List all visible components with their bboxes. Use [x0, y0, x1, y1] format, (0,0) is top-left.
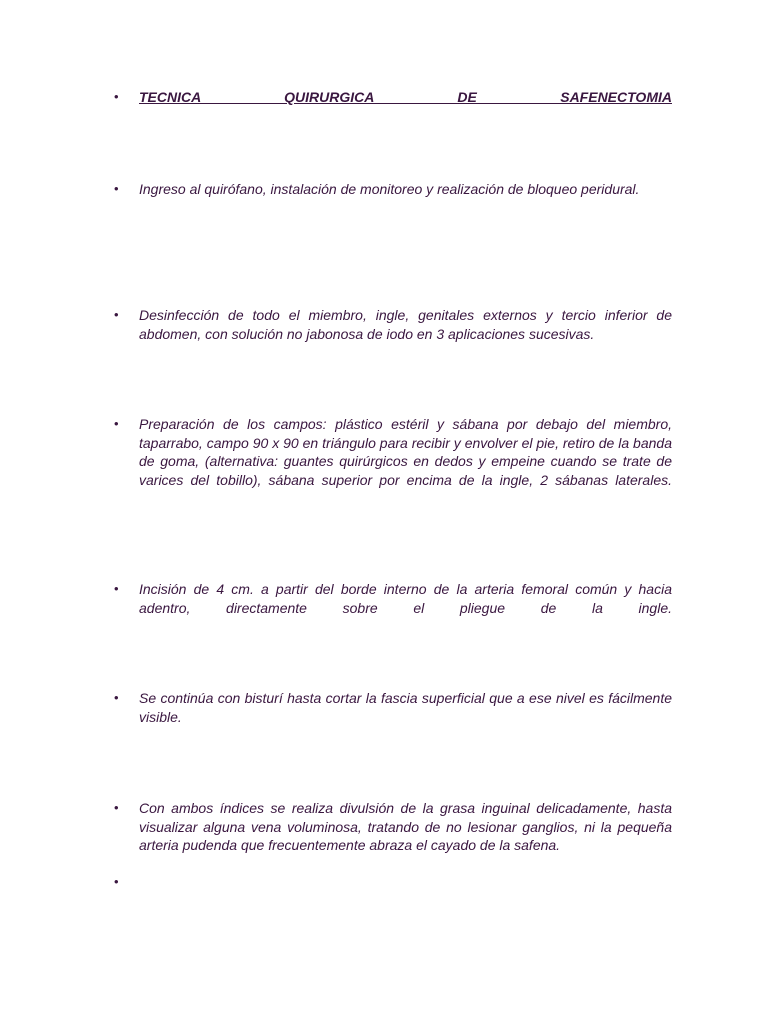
bullet-icon: •: [114, 416, 119, 431]
paragraph-divulsion: Con ambos índices se realiza divulsión de la grasa inguinal delicadamente, hasta visualizar alguna vena voluminosa, tratando de no lesionar ganglios, ni la pequeña arteria pudenda que frecuentemente abraza el cayado de la safena.: [139, 800, 672, 853]
paragraph-fascia: Se continúa con bisturí hasta cortar la fascia superficial que a ese nivel es fácilmente visible.: [139, 690, 672, 725]
paragraph-monitoreo: Ingreso al quirófano, instalación de monitoreo y realización de bloqueo peridural.: [139, 181, 640, 197]
paragraph-incision: Incisión de 4 cm. a partir del borde interno de la arteria femoral común y hacia adentro, directamente sobre el pliegue de la ingle.: [139, 581, 672, 616]
bullet-icon: •: [114, 581, 119, 596]
bullet-icon: •: [114, 800, 119, 815]
bullet-icon: •: [114, 874, 119, 889]
bullet-icon: •: [114, 181, 119, 196]
bullet-icon: •: [114, 89, 119, 104]
bullet-icon: •: [114, 690, 119, 705]
document-title: TECNICA QUIRURGICA DE SAFENECTOMIA: [139, 89, 672, 105]
bullet-icon: •: [114, 307, 119, 322]
paragraph-desinfeccion: Desinfección de todo el miembro, ingle, genitales externos y tercio inferior de abdomen, con solución no jabonosa de iodo en 3 aplicaciones sucesivas.: [139, 307, 672, 342]
paragraph-campos: Preparación de los campos: plástico estéril y sábana por debajo del miembro, taparrabo, campo 90 x 90 en triángulo para recibir y envolver el pie, retiro de la banda de goma, (alternativa: guantes quirúrgicos en dedos y empeine cuando se trate de varices del tobillo), sábana superior por encima de la ingle, 2 sábanas laterales.: [139, 416, 672, 488]
